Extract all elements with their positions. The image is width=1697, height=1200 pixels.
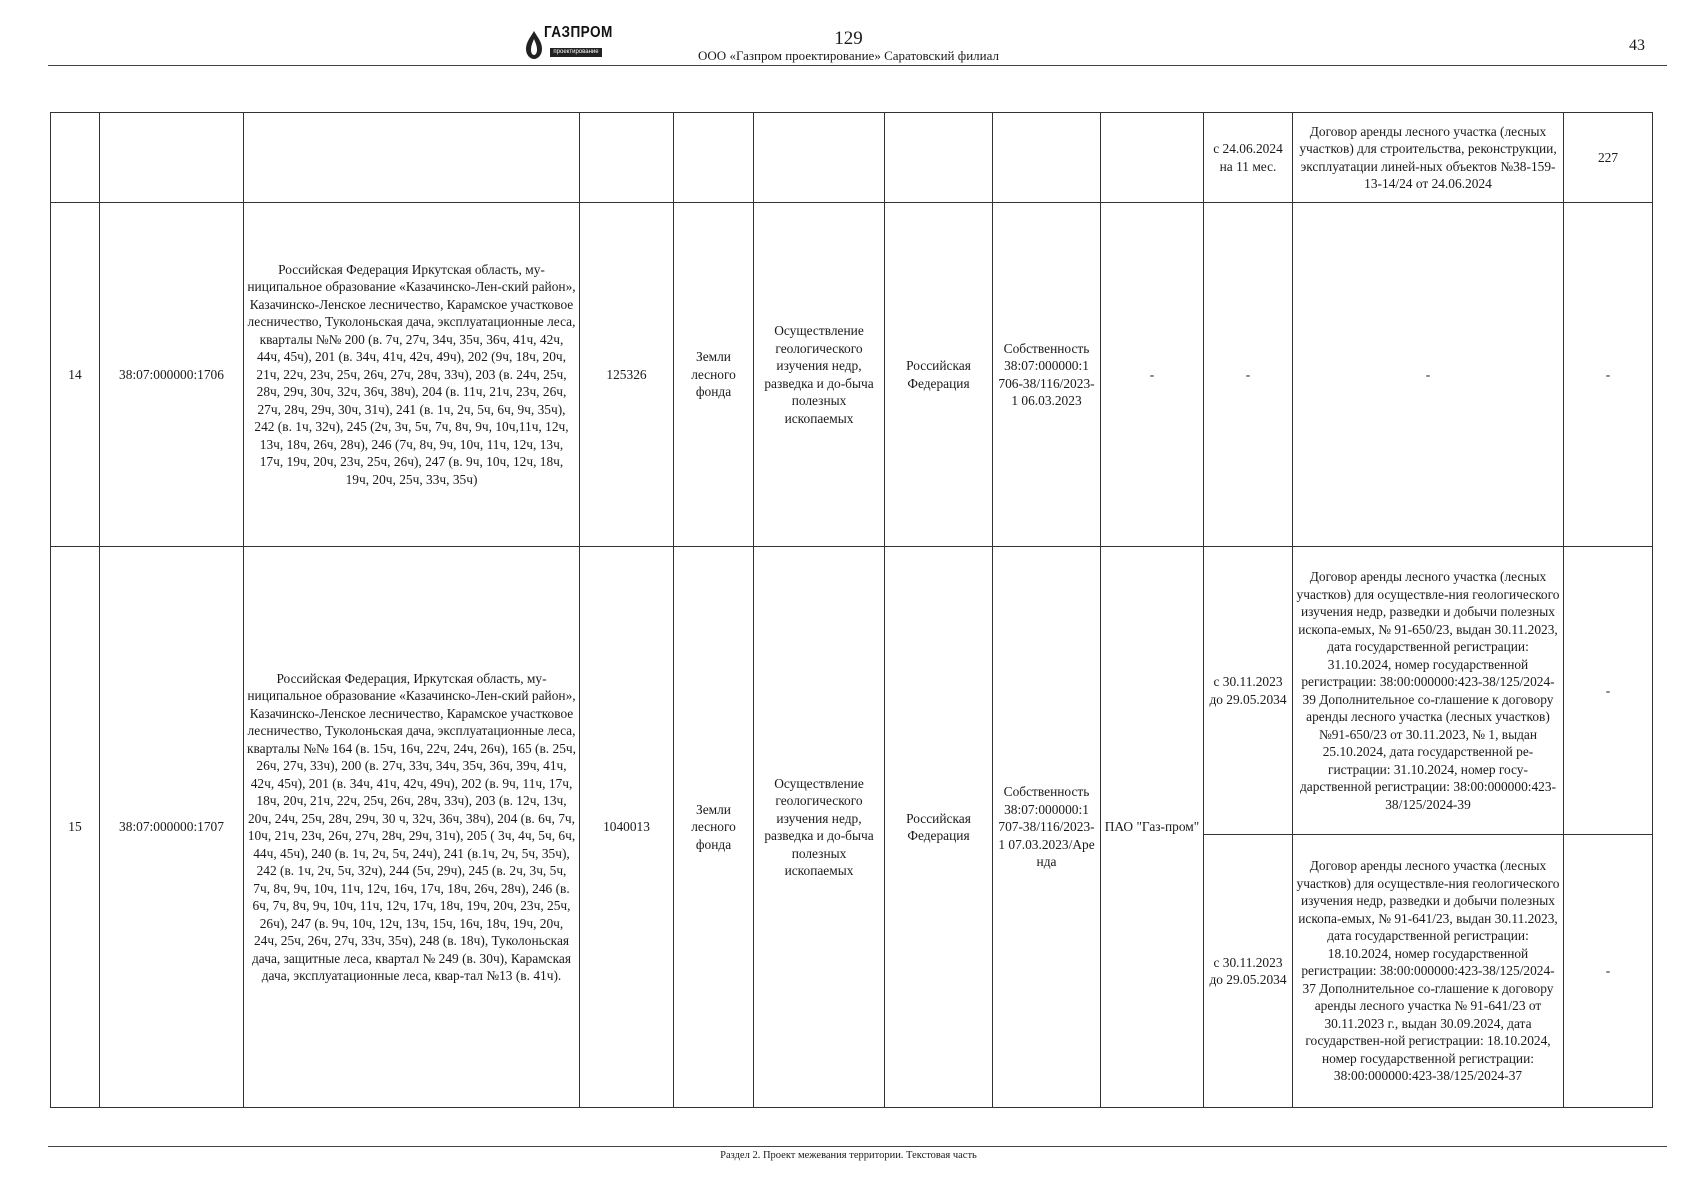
footer-divider <box>48 1146 1667 1147</box>
cell-last: - <box>1564 203 1653 547</box>
cell-term: - <box>1204 203 1293 547</box>
cell-number: 15 <box>51 547 100 1108</box>
cell-empty <box>754 113 885 203</box>
cell-address: Российская Федерация, Иркутская область, му-ниципальное образование «Казачинско-Лен-ский район», Казачинско-Ленское лесничество, Карамское участковое лесничество, Туколоньская дача, эксплуатационные леса, кварталы №№ 164 (в. 15ч, 16ч, 22ч, 24ч, 26ч), 165 (в. 25ч, 26ч, 27ч, 33ч), 200 (в. 27ч, 33ч, 34ч, 35ч, 36ч, 39ч, 41ч, 42ч, 45ч), 201 (в. 34ч, 41ч, 42ч, 49ч), 202 (в. 9ч, 11ч, 17ч, 18ч, 20ч, 21ч, 22ч, 25ч, 26ч, 28ч, 33ч), 203 (в. 12ч, 13ч, 20ч, 24ч, 25ч, 28ч, 29ч, 30 ч, 32ч, 36ч, 38ч), 204 (в. 6ч, 7ч, 10ч, 21ч, 23ч, 26ч, 27ч, 28ч, 29ч, 31ч), 205 ( 3ч, 4ч, 5ч, 6ч, 44ч, 45ч), 240 (в. 1ч, 2ч, 5ч, 24ч), 241 (в.1ч, 2ч, 5ч, 35ч), 242 (в. 1ч, 2ч, 5ч, 32ч), 244 (5ч, 29ч), 245 (в. 2ч, 3ч, 5ч, 7ч, 8ч, 9ч, 10ч, 11ч, 12ч, 16ч, 17ч, 18ч, 26ч, 28ч), 246 (в. 6ч, 7ч, 8ч, 9ч, 10ч, 11ч, 12ч, 17ч, 18ч, 19ч, 20ч, 23ч, 25ч, 26ч), 247 (в. 9ч, 10ч, 12ч, 13ч, 15ч, 16ч, 18ч, 19ч, 20ч, 24ч, 25ч, 26ч, 27ч, 33ч, 35ч), 248 (в. 18ч), Туколоньская дача, защитные леса, квартал № 249 (в. 30ч), Карамская дача, эксплуатационные леса, квар-тал №13 (в. 41ч). <box>244 547 580 1108</box>
page-number-center: 129 <box>834 28 863 49</box>
cell-term: с 24.06.2024 на 11 мес. <box>1204 113 1293 203</box>
cell-area: 125326 <box>580 203 674 547</box>
cell-empty <box>51 113 100 203</box>
header-divider <box>48 65 1667 66</box>
cell-document: Договор аренды лесного участка (лесных участков) для строительства, реконструкции, эксплуатации линей-ных объектов №38-159-13-14/24 от 24.06.2024 <box>1293 113 1564 203</box>
cell-right: Собственность 38:07:000000:1 706-38/116/2023-1 06.03.2023 <box>993 203 1101 547</box>
cell-cadastral: 38:07:000000:1707 <box>100 547 244 1108</box>
cell-owner: Российская Федерация <box>885 203 993 547</box>
cell-empty <box>100 113 244 203</box>
cell-owner: Российская Федерация <box>885 547 993 1108</box>
organization-title: ООО «Газпром проектирование» Саратовский филиал <box>698 48 999 63</box>
cell-last: 227 <box>1564 113 1653 203</box>
cell-number: 14 <box>51 203 100 547</box>
cell-empty <box>885 113 993 203</box>
table-row <box>51 547 1653 835</box>
cell-area: 1040013 <box>580 547 674 1108</box>
cell-address: Российская Федерация Иркутская область, му-ниципальное образование «Казачинско-Лен-ский район», Казачинско-Ленское лесничество, Карамское участковое лесничество, Туколоньская дача, эксплуатационные леса, кварталы №№ 200 (в. 7ч, 27ч, 34ч, 35ч, 36ч, 41ч, 42ч, 44ч, 45ч), 201 (в. 34ч, 41ч, 42ч, 49ч), 202 (9ч, 18ч, 20ч, 21ч, 22ч, 23ч, 25ч, 26ч, 27ч, 28ч, 33ч), 203 (в. 24ч, 25ч, 28ч, 29ч, 30ч, 32ч, 36ч, 38ч), 204 (в. 11ч, 21ч, 23ч, 26ч, 27ч, 28ч, 29ч, 30ч, 31ч), 241 (в. 1ч, 2ч, 5ч, 6ч, 9ч, 35ч), 242 (в. 1ч, 32ч), 245 (2ч, 3ч, 5ч, 7ч, 8ч, 9ч, 10ч,11ч, 12ч, 13ч, 18ч, 26ч, 28ч), 246 (7ч, 8ч, 9ч, 10ч, 11ч, 12ч, 13ч, 17ч, 19ч, 20ч, 23ч, 25ч, 26ч), 247 (в. 9ч, 10ч, 12ч, 18ч, 19ч, 20ч, 25ч, 33ч, 35ч) <box>244 203 580 547</box>
cell-empty <box>244 113 580 203</box>
logo-sub: проектирование <box>550 48 602 57</box>
land-plots-table <box>50 112 1653 1108</box>
cell-term: с 30.11.2023 до 29.05.2034 <box>1204 547 1293 835</box>
cell-document: Договор аренды лесного участка (лесных участков) для осуществле-ния геологического изучения недр, разведки и добычи полезных ископа-емых, № 91-650/23, выдан 30.11.2023, дата государственной регистрации: 31.10.2024, номер государственной регистрации: 38:00:000000:423-38/125/2024-39 Дополнительное со-глашение к договору аренды лесного участка (лесных участков) №91-650/23 от 30.11.2023, № 1, выдан 25.10.2024, дата государственной ре-гистрации: 31.10.2024, номер госу-дарственной регистрации: 38:00:000000:423-38/125/2024-39 <box>1293 547 1564 835</box>
cell-right: Собственность 38:07:000000:1 707-38/116/2023-1 07.03.2023/Аре нда <box>993 547 1101 1108</box>
cell-use: Осуществление геологического изучения недр, разведка и до-быча полезных ископаемых <box>754 547 885 1108</box>
cell-empty <box>1101 113 1204 203</box>
cell-last: - <box>1564 835 1653 1108</box>
table-row <box>51 203 1653 547</box>
cell-cadastral: 38:07:000000:1706 <box>100 203 244 547</box>
cell-last: - <box>1564 547 1653 835</box>
cell-empty <box>674 113 754 203</box>
cell-holder: - <box>1101 203 1204 547</box>
cell-empty <box>580 113 674 203</box>
cell-document: - <box>1293 203 1564 547</box>
cell-category: Земли лесного фонда <box>674 547 754 1108</box>
page-number-right: 43 <box>1629 37 1645 54</box>
table-row <box>51 113 1653 203</box>
cell-category: Земли лесного фонда <box>674 203 754 547</box>
cell-empty <box>993 113 1101 203</box>
cell-use: Осуществление геологического изучения недр, разведка и до-быча полезных ископаемых <box>754 203 885 547</box>
cell-holder: ПАО "Газ-пром" <box>1101 547 1204 1108</box>
cell-document: Договор аренды лесного участка (лесных участков) для осуществле-ния геологического изучения недр, разведки и добычи полезных ископа-емых, № 91-641/23, выдан 30.11.2023, дата государственной регистрации: 18.10.2024, номер государственной регистрации: 38:00:000000:423-38/125/2024-37 Дополнительное со-глашение к договору аренды лесного участка № 91-641/23 от 30.11.2023 г., выдан 30.09.2024, дата государствен-ной регистрации: 18.10.2024, номер государственной регистрации: 38:00:000000:423-38/125/2024-37 <box>1293 835 1564 1108</box>
footer-text: Раздел 2. Проект межевания территории. Текстовая часть <box>720 1150 977 1161</box>
logo-word: ГАЗПРОМ <box>544 24 613 41</box>
cell-term: с 30.11.2023 до 29.05.2034 <box>1204 835 1293 1108</box>
